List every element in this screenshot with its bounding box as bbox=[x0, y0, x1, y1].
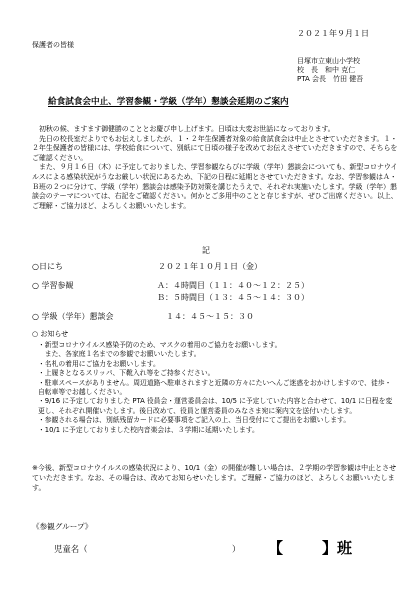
kondan-time: １４：４５～１５：３０ bbox=[166, 312, 254, 321]
body-text bbox=[32, 125, 400, 211]
sankan-label: ○ 学習参観 bbox=[32, 281, 74, 290]
addressee: 保護者の皆様 bbox=[32, 41, 74, 49]
issue-date: ２０２１年９月１日 bbox=[297, 29, 369, 38]
sender-pta: PTA 会長 竹田 健吾 bbox=[297, 75, 364, 83]
notes-heading: ○ お知らせ bbox=[32, 330, 69, 338]
sender-school: 目塚市立東山小学校 bbox=[297, 57, 360, 65]
body-paragraph-2: 先日の校長室だよりでもお伝えしましたが、１・２年生保護者対象の給食試食会は中止とさせていただきます。１・２年生保護者の皆様には、学校給食について、別紙にて日頃の様子を改めてお伝えさせていただきますので、そちらをご確認ください。 bbox=[32, 134, 398, 162]
ki-heading: 記 bbox=[202, 246, 210, 255]
footer-notice bbox=[32, 464, 400, 493]
han-open-bracket: 【 bbox=[268, 539, 284, 557]
child-name-close: ） bbox=[232, 544, 241, 554]
han-close-label: 】班 bbox=[322, 539, 353, 557]
note-item: ・名札の着用にご協力をお願いします。 bbox=[38, 359, 160, 368]
footer-paragraph: ※今後、新型コロナウイルスの感染状況により、10/1（金）の開催が難しい場合は、２学期の学習参観は中止とさせていただきます。なお、その場合は、改めてお知らせいたします。ご理解・ご協力のほど、よろしくお願いいたします。 bbox=[32, 464, 397, 492]
group-label: 《参観グループ》 bbox=[32, 522, 93, 531]
body-paragraph-3: また、９月１６日（木）に予定しておりました、学習参観ならびに学級（学年）懇談会についても、新型コロナウイルスによる感染状況がうなお厳しい状況にあるため、下記の日程に延期とさせていただきます。なお、学習参観はＡ・Ｂ班の２つに分けて、学級（学年）懇談会は感染予防対策を講じたうえで、それぞれ実施いたします。学級（学年）懇談会のテーマについては、右記をご確認ください。何かとご多用中のことと存じますが、ぜひご出席ください。以上、ご理解・ご協力ほど、よろしくお願いいたします。 bbox=[32, 163, 398, 210]
note-item: ・参観される場合は、別紙残留カードに必要事項をご記入の上、当日受付にてご提出をお願いします。 bbox=[38, 416, 351, 425]
body-paragraph-1: 初秋の候、ますます御健勝のこととお慶び申し上げます。日頃は大変お世話になっております。 bbox=[39, 125, 335, 133]
sankan-group-b: Ｂ：５時間目（１３：４５～１４：３０） bbox=[157, 293, 309, 302]
sender-principal: 校 長 和中 克仁 bbox=[297, 66, 356, 74]
child-name-label: 児童名（ bbox=[54, 544, 88, 554]
notes-list bbox=[38, 341, 398, 435]
note-item: また、各家庭１名までの参観でお願いいたします。 bbox=[38, 350, 201, 359]
note-item: ・10/1 に予定しておりました校内音楽会は、３学期に延期いたします。 bbox=[38, 425, 259, 434]
kondan-label: ○ 学級（学年）懇談会 bbox=[32, 312, 114, 321]
date-item-value: ２０２１年１０月１日（金） bbox=[158, 262, 262, 271]
date-item-label: ○日にち bbox=[32, 262, 63, 271]
document-title: 給食試食会中止、学習参観・学級（学年）懇談会延期のご案内 bbox=[48, 97, 289, 107]
note-item: ・新型コロナウイルス感染予防のため、マスクの着用のご協力をお願いします。 bbox=[38, 341, 282, 349]
note-item: ・上履きとなるスリッパ、下靴入れ等をご持参ください。 bbox=[38, 369, 215, 378]
note-item: ・駐車スペースがありません。周辺道路へ駐車されますと近隣の方々にたいへんご迷惑をおかけしますので、徒歩・自転車等でお越しください。 bbox=[38, 378, 392, 397]
sankan-group-a: Ａ：４時間目（１１：４０～１２：２５） bbox=[157, 281, 309, 290]
note-item: ・9/16 に予定しておりました PTA 役員会・運営委員会は、10/5 に予定していた内容と合わせて、10/1 に日程を変更し、それぞれ開催いたします。後日改めて、役員と運営委員のみなさま宛に案内文を送付いたします。 bbox=[38, 397, 393, 415]
